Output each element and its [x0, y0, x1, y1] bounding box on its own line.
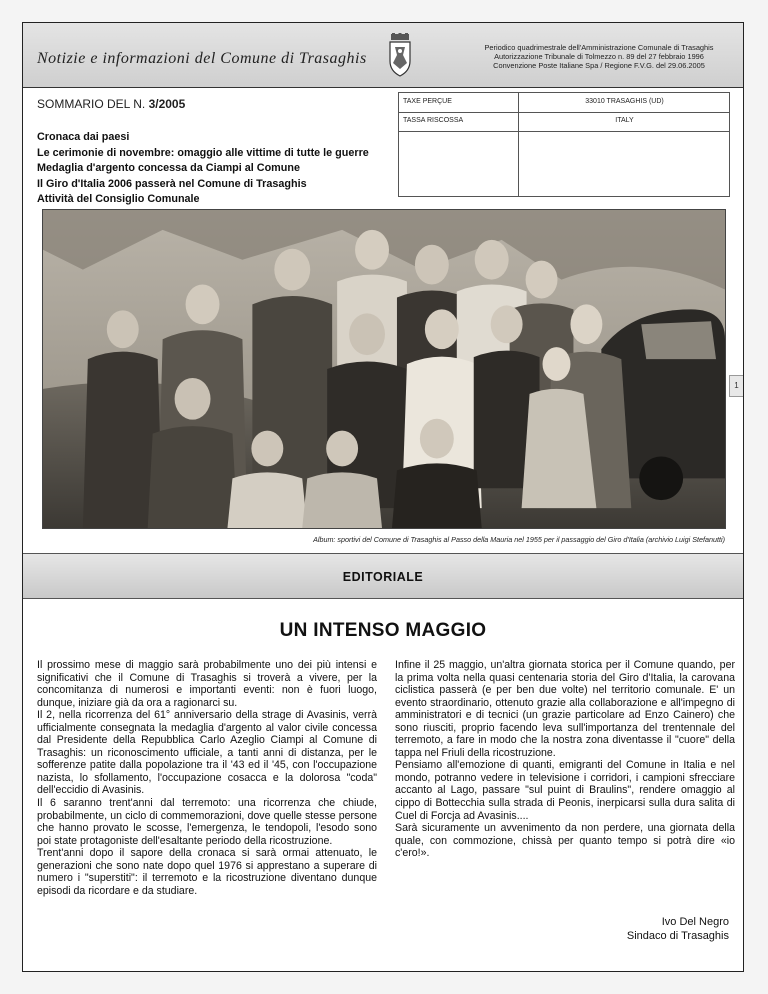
postal-row [399, 112, 729, 132]
section-label: EDITORIALE [342, 570, 424, 584]
publication-info [469, 43, 729, 71]
page-number-tab: 1 [729, 375, 743, 397]
author-name: Ivo Del Negro [661, 916, 729, 928]
photo-caption: Album: sportivi del Comune di Trasaghis al Passo della Mauria nel 1955 per il passaggio del Giro d'Italia (archivio Luigi Stefanutti) [313, 535, 725, 544]
municipal-crest-icon [387, 33, 413, 77]
issue-number: 3/2005 [148, 97, 186, 111]
paragraph: Il prossimo mese di maggio sarà probabilmente uno dei più intensi e significativi che il Comune di Trasaghis si troverà a vivere, per la concomitanza di numerosi e importanti eventi: non è fuori luogo, dunque, iniziare già da ora a ragionarci su. [37, 659, 377, 709]
info-line: Autorizzazione Tribunale di Tolmezzo n. 89 del 27 febbraio 1996 [494, 52, 704, 62]
paragraph: Il 6 saranno trent'anni dal terremoto: una ricorrenza che chiude, probabilmente, un ciclo di commemorazioni, dove quelle stesse persone che hanno provato le scosse, l'emergenza, le tendopoli, l'esodo sono poi state protagoniste dell'esaltante periodo della ricostruzione. [37, 797, 377, 847]
postal-row [399, 93, 729, 113]
summary-item: Attività del Consiglio Comunale [37, 193, 200, 205]
info-line: Periodico quadrimestrale dell'Amministrazione Comunale di Trasaghis [484, 43, 714, 52]
postal-country: ITALY [615, 117, 634, 124]
postal-label: TAXE PERÇUE [403, 98, 452, 105]
summary-heading [37, 97, 185, 111]
publication-title: Notizie e informazioni del Comune di Trasaghis [37, 50, 367, 67]
article-headline: UN INTENSO MAGGIO [279, 620, 487, 641]
summary-item: Il Giro d'Italia 2006 passerà nel Comune di Trasaghis [37, 177, 307, 190]
paragraph: Infine il 25 maggio, un'altra giornata storica per il Comune quando, per la prima volta nella quasi centenaria storia del Giro d'Italia, la carovana ciclistica passerà (e per ben due volte) nel territorio comunale. E' un evento straordinario, ottenuto grazie alla collaborazione e all'impegno di amministratori e di tecnici (un grazie particolare ad Enzo Cainero) che sono riusciti, proprio facendo leva sull'importanza del trentennale del terremoto, a fare in modo che la nostra zona diventasse il "cuore" della tappa nel Friuli della ricostruzione. [395, 659, 735, 759]
author-role: Sindaco di Trasaghis [626, 930, 729, 942]
paragraph: Sarà sicuramente un avvenimento da non perdere, una giornata della quale, con commozione, chissà per quanto tempo si potrà dire «io c'ero!». [395, 822, 735, 860]
section-bar [23, 553, 743, 599]
paragraph: Trent'anni dopo il sapore della cronaca si sarà ormai attenuato, le generazioni che sono nate dopo quel 1976 si apprestano a superare di numero i "superstiti": il terremoto e la ricostruzione diventano dunque episodi da ricordare e da studiare. [37, 847, 377, 897]
signature-block [627, 915, 729, 943]
newsletter-page [22, 22, 744, 972]
summary-list [37, 130, 407, 208]
photo-image [43, 210, 725, 528]
postal-box [398, 92, 730, 197]
article-column-right [395, 659, 735, 860]
paragraph: Il 2, nella ricorrenza del 61° anniversario della strage di Avasinis, verrà ufficialmente consegnata la medaglia d'argento al valor civile concessa dal Presidente della Repubblica Carlo Azeglio Ciampi al Comune di Trasaghis: un riconoscimento ufficiale, a tanti anni di distanza, per le sofferenze patite dalla popolazione tra il '43 ed il '45, con l'occupazione nazista, lo sfollamento, l'occupazione cosacca e la dolorosa "coda" dell'eccidio di Avasinis. [37, 709, 377, 797]
postal-address: 33010 TRASAGHIS (UD) [585, 98, 664, 105]
article-column-left [37, 659, 377, 897]
summary-item: Le cerimonie di novembre: omaggio alle vittime di tutte le guerre [37, 146, 369, 159]
info-line: Convenzione Poste Italiane Spa / Regione F.V.G. del 29.06.2005 [493, 61, 705, 71]
summary-item: Medaglia d'argento concessa da Ciampi al Comune [37, 162, 300, 174]
summary-label: SOMMARIO DEL N. [37, 97, 149, 111]
masthead [23, 23, 743, 88]
postal-label: TASSA RISCOSSA [403, 117, 464, 124]
summary-item: Cronaca dai paesi [37, 131, 130, 143]
paragraph: Pensiamo all'emozione di quanti, emigranti del Comune in Italia e nel mondo, potranno vedere in televisione i corridori, i campioni sfrecciare accanto al Lago, passare "sul puint di Braulins", rendere omaggio al cippo di Bottecchia sulla strada di Peonis, inerpicarsi sulla dura salita di Cuel di Forcja ad Avasinis.... [395, 759, 735, 822]
group-photo [42, 209, 726, 529]
